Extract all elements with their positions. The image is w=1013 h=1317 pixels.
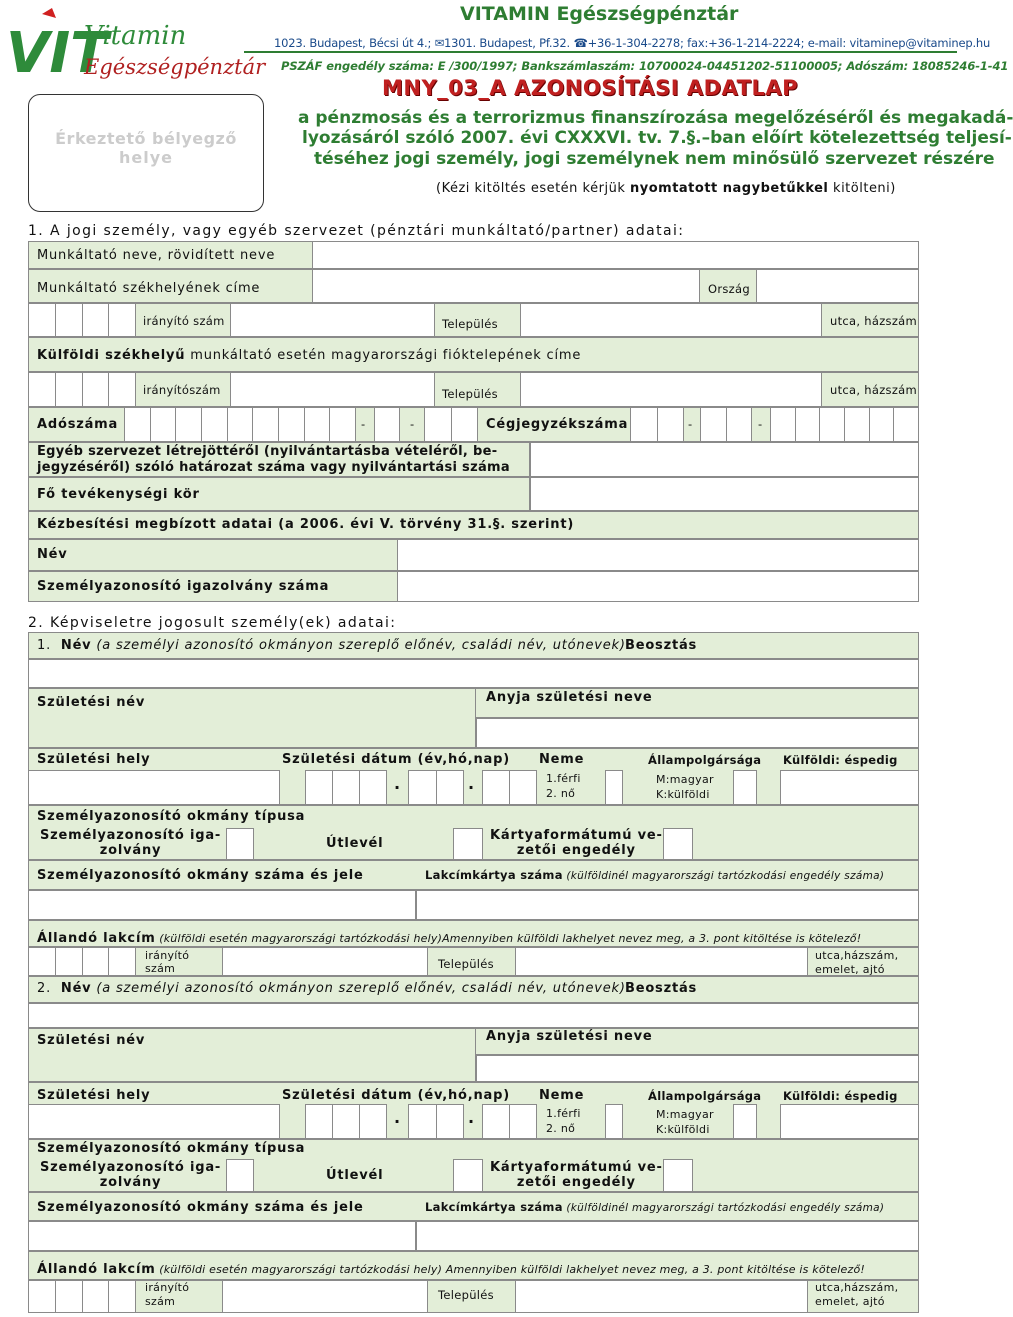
p1-cit-input[interactable]: [733, 770, 757, 805]
p1-perm-zip-l1: irányító: [145, 949, 190, 962]
branch-zip-label: irányítószám: [143, 383, 221, 397]
p2-passport-check[interactable]: [453, 1159, 483, 1192]
p1-license-l1: Kártyaformátumú ve-: [490, 828, 663, 843]
fill-note: [436, 181, 896, 196]
p1-idcard-l2: zolvány: [99, 843, 162, 858]
p2-addr-card-bold: Lakcímkártya száma: [425, 1200, 563, 1214]
p1-license-label: [490, 828, 663, 858]
p1-num: 1.: [37, 638, 52, 653]
p2-idcard-check[interactable]: [226, 1159, 254, 1192]
foreign-hq-label-rest: munkáltató esetén magyarországi fióktelepének címe: [185, 348, 582, 363]
zip-cells[interactable]: [28, 303, 136, 337]
p1-perm-city-label: Település: [438, 957, 494, 971]
p1-idcard-check[interactable]: [226, 828, 254, 860]
company-reg-cells-3[interactable]: [770, 407, 919, 442]
street-label: utca, házszám: [830, 314, 918, 328]
p1-permanent-label: [37, 927, 861, 946]
p2-permanent-label: [37, 1258, 865, 1277]
p1-sex-options: [546, 771, 581, 801]
p2-license-label: [490, 1160, 663, 1190]
p2-mother-input[interactable]: [476, 1055, 919, 1082]
city-label: Település: [442, 317, 498, 331]
subtitle-line3: téséhez jogi személy, jogi személynek nem minősülő szervezet részére: [314, 149, 995, 169]
branch-zip-cells[interactable]: [28, 372, 136, 407]
p1-year-cells[interactable]: [305, 770, 387, 805]
p1-mother-input[interactable]: [476, 718, 919, 748]
stamp-label-2: helye: [118, 148, 173, 167]
p2-name-word: Név: [60, 981, 92, 996]
p1-sex-label: Neme: [539, 752, 585, 767]
other-org-label: [37, 444, 510, 476]
logo-line1: Vitamin: [84, 21, 187, 51]
p1-dot-2: .: [468, 774, 475, 793]
city-input[interactable]: [230, 303, 435, 337]
p1-day-cells[interactable]: [482, 770, 537, 805]
branch-city-label: Település: [442, 387, 498, 401]
employer-name-input[interactable]: [312, 241, 919, 269]
form-title: MNY_03_A AZONOSÍTÁSI ADATLAP: [382, 76, 799, 100]
street-input[interactable]: [520, 303, 822, 337]
main-activity-label: Fő tevékenységi kör: [37, 487, 200, 502]
fill-note-post: kitölteni): [828, 181, 896, 196]
p1-name-word: Név: [60, 638, 92, 653]
p2-perm-zip-l1: irányító: [145, 1281, 190, 1294]
company-reg-cells-1[interactable]: [630, 407, 684, 442]
p1-addr-card-label: [425, 868, 884, 882]
p2-name-hint: (a személyi azonosító okmányon szereplő előnév, családi név, utónevek): [91, 981, 626, 996]
p2-idcard-label: [40, 1160, 221, 1190]
section2-title: 2. Képviseletre jogosult személy(ek) adatai:: [28, 615, 397, 631]
p1-foreign-input[interactable]: [780, 770, 919, 805]
p2-addr-card-hint: (külföldinél magyarországi tartózkodási engedély száma): [562, 1202, 885, 1214]
p2-perm-street-l1: utca,házszám,: [815, 1281, 899, 1294]
p2-perm-city-label: Település: [438, 1288, 494, 1302]
p2-doc-num-label: Személyazonosító okmány száma és jele: [37, 1200, 364, 1215]
p2-sex-label: Neme: [539, 1088, 585, 1103]
delivery-agent-label: Kézbesítési megbízott adatai (a 2006. évi V. törvény 31.§. szerint): [37, 517, 575, 532]
logo-line2: Egészségpénztár: [84, 55, 266, 79]
tax-number-label: Adószáma: [37, 417, 119, 432]
branch-street-input[interactable]: [520, 372, 822, 407]
p1-doc-type-label: Személyazonosító okmány típusa: [37, 809, 306, 824]
tax-number-check[interactable]: [374, 407, 400, 442]
p2-year-cells[interactable]: [305, 1104, 387, 1139]
p2-dot-2: .: [468, 1108, 475, 1127]
tax-number-cells[interactable]: [124, 407, 356, 442]
p2-license-l1: Kártyaformátumú ve-: [490, 1160, 663, 1175]
p1-name-hint: (a személyi azonosító okmányon szereplő előnév, családi név, utónevek): [91, 638, 626, 653]
p1-passport-check[interactable]: [453, 828, 483, 860]
p2-name-input[interactable]: [28, 1003, 919, 1028]
p1-license-check[interactable]: [663, 828, 693, 860]
p2-sex-opt2: 2. nő: [546, 1122, 576, 1135]
p1-cit-options: [656, 772, 714, 802]
p1-position-label: Beosztás: [625, 638, 698, 653]
p1-idcard-label: [40, 828, 221, 858]
country-label: Ország: [708, 282, 750, 296]
p2-sex-opt1: 1.férfi: [546, 1107, 581, 1120]
p2-cit-input[interactable]: [733, 1104, 757, 1139]
p1-permanent-bold: Állandó lakcím: [37, 931, 156, 946]
p1-addr-card-bold: Lakcímkártya száma: [425, 868, 563, 882]
p1-doc-num-label: Személyazonosító okmány száma és jele: [37, 868, 364, 883]
p1-license-l2: zetői engedély: [516, 843, 636, 858]
p2-license-l2: zetői engedély: [516, 1175, 636, 1190]
p1-perm-street-input[interactable]: [515, 947, 808, 976]
tax-dash-2: -: [410, 417, 415, 431]
fill-note-pre: (Kézi kitöltés esetén kérjük: [436, 181, 630, 196]
company-dash-1: -: [688, 417, 693, 431]
p1-perm-city-input[interactable]: [222, 947, 428, 976]
p2-dot-1: .: [394, 1108, 401, 1127]
p1-month-cells[interactable]: [408, 770, 464, 805]
p2-birthdate-label: Születési dátum (év,hó,nap): [282, 1088, 510, 1103]
p2-cit-opt2: K:külföldi: [656, 1123, 710, 1136]
p1-perm-zip-cells[interactable]: [28, 947, 136, 976]
p2-doc-type-label: Személyazonosító okmány típusa: [37, 1141, 306, 1156]
tax-dash-1: -: [361, 417, 366, 431]
p1-addr-card-input[interactable]: [416, 890, 919, 920]
other-org-label-1: Egyéb szervezet létrejöttéről (nyilvántartásba vételéről, be-: [37, 444, 498, 459]
stamp-box[interactable]: [28, 94, 264, 212]
p2-perm-zip-cells[interactable]: [28, 1280, 136, 1313]
zip-label: irányító szám: [143, 314, 225, 328]
subtitle-line1: a pénzmosás és a terrorizmus finanszírozása megelőzéséről és megakadá-: [298, 108, 1013, 128]
p1-doc-num-input[interactable]: [28, 890, 416, 920]
foreign-hq-label-bold: Külföldi székhelyű: [37, 348, 186, 363]
org-title: VITAMIN Egészségpénztár: [460, 3, 739, 25]
section1-title: 1. A jogi személy, vagy egyéb szervezet (pénztári munkáltató/partner) adatai:: [28, 223, 685, 239]
org-address: 1023. Budapest, Bécsi út 4.; ✉1301. Budapest, Pf.32. ☎+36-1-304-2278; fax:+36-1-214-2224; e-mail: vitaminep@vitaminep.hu: [274, 36, 991, 50]
stamp-label-1: Érkeztető bélyegző: [55, 129, 237, 148]
p2-citizenship-label: Állampolgársága: [648, 1089, 762, 1103]
p1-perm-street-l1: utca,házszám,: [815, 949, 899, 962]
other-org-input[interactable]: [530, 442, 919, 477]
leaf-icon: [42, 8, 56, 18]
employer-address-label: Munkáltató székhelyének címe: [37, 281, 261, 296]
p2-doc-num-input[interactable]: [28, 1221, 416, 1251]
p2-license-check[interactable]: [663, 1159, 693, 1192]
p2-perm-city-input[interactable]: [222, 1280, 428, 1313]
p1-addr-card-hint: (külföldinél magyarországi tartózkodási engedély száma): [562, 870, 885, 882]
p1-idcard-l1: Személyazonosító iga-: [40, 828, 222, 843]
main-activity-input[interactable]: [530, 477, 919, 511]
company-reg-label: Cégjegyzékszáma: [486, 417, 629, 432]
p1-perm-street-l2: emelet, ajtó: [815, 963, 885, 976]
p2-name-label: [37, 981, 626, 996]
p1-foreign-label: Külföldi: éspedig: [783, 753, 898, 767]
p1-birthplace-label: Születési hely: [37, 752, 151, 767]
header-rule: [244, 51, 957, 53]
p2-passport-label: Útlevél: [326, 1168, 384, 1183]
branch-city-input[interactable]: [230, 372, 435, 407]
p2-addr-card-input[interactable]: [416, 1221, 919, 1251]
p2-permanent-bold: Állandó lakcím: [37, 1262, 156, 1277]
logo-short: VIT: [6, 21, 109, 86]
p1-mother-label: Anyja születési neve: [486, 690, 653, 705]
p2-month-cells[interactable]: [408, 1104, 464, 1139]
p1-cit-opt2: K:külföldi: [656, 788, 710, 801]
p1-passport-label: Útlevél: [326, 836, 384, 851]
p2-birthplace-label: Születési hely: [37, 1088, 151, 1103]
country-input[interactable]: [756, 269, 919, 303]
p1-perm-zip-label: [145, 949, 189, 975]
p2-cit-opt1: M:magyar: [656, 1108, 714, 1121]
fill-note-bold: nyomtatott nagybetűkkel: [629, 181, 829, 196]
agent-name-label: Név: [37, 547, 68, 562]
p1-permanent-hint: (külföldi esetén magyarországi tartózkodási hely)Amennyiben külföldi lakhelyet nevez meg, a 3. pont kitöltése is kötelező!: [155, 932, 862, 945]
p2-permanent-hint: (külföldi esetén magyarországi tartózkodási hely) Amennyiben külföldi lakhelyet nevez meg, a 3. pont kitöltése is kötelező!: [155, 1263, 866, 1276]
p1-perm-zip-l2: szám: [145, 962, 176, 975]
vit-logo-icon: [4, 8, 266, 88]
branch-street-label: utca, házszám: [830, 383, 918, 397]
employer-address-input[interactable]: [312, 269, 700, 303]
p1-dot-1: .: [394, 774, 401, 793]
p2-cit-options: [656, 1107, 714, 1137]
p2-mother-label: Anyja születési neve: [486, 1029, 653, 1044]
p1-birthdate-label: Születési dátum (év,hó,nap): [282, 752, 510, 767]
agent-name-input[interactable]: [397, 539, 919, 571]
p2-idcard-l2: zolvány: [99, 1175, 162, 1190]
p2-position-label: Beosztás: [625, 981, 698, 996]
p2-birthname-label: Születési név: [37, 1033, 146, 1048]
p2-perm-street-label: [815, 1281, 898, 1309]
p1-perm-street-label: [815, 949, 898, 977]
p2-perm-street-input[interactable]: [515, 1280, 808, 1313]
employer-name-label: Munkáltató neve, rövidített neve: [37, 248, 276, 263]
p2-perm-zip-l2: szám: [145, 1295, 176, 1308]
subtitle-line2: lyozásáról szóló 2007. évi CXXXVI. tv. 7.§.–ban előírt kötelezettség teljesí-: [302, 128, 1012, 148]
p2-day-cells[interactable]: [482, 1104, 537, 1139]
other-org-label-2: jegyzéséről) szóló határozat száma vagy nyilvántartási száma: [37, 460, 510, 475]
p1-citizenship-label: Állampolgársága: [648, 753, 762, 767]
p2-num: 2.: [37, 981, 52, 996]
p2-addr-card-label: [425, 1200, 884, 1214]
p1-sex-opt2: 2. nő: [546, 787, 576, 800]
agent-id-label: Személyazonosító igazolvány száma: [37, 579, 330, 594]
foreign-hq-label: [37, 348, 581, 363]
agent-id-input[interactable]: [397, 571, 919, 602]
p1-birthname-label: Születési név: [37, 695, 146, 710]
tax-number-area[interactable]: [424, 407, 478, 442]
company-dash-2: -: [758, 417, 763, 431]
p1-name-input[interactable]: [28, 659, 919, 688]
p1-name-label: [37, 638, 626, 653]
p2-foreign-label: Külföldi: éspedig: [783, 1089, 898, 1103]
p2-birthplace-input[interactable]: [28, 1104, 280, 1139]
p1-sex-opt1: 1.férfi: [546, 772, 581, 785]
org-registry: PSZÁF engedély száma: E /300/1997; Bankszámlaszám: 10700024-04451202-51100005; Adószám: 18085246-1-41: [281, 59, 1009, 73]
p1-sex-input[interactable]: [605, 770, 623, 805]
p2-foreign-input[interactable]: [780, 1104, 919, 1139]
p2-sex-input[interactable]: [605, 1104, 623, 1139]
company-reg-cells-2[interactable]: [700, 407, 752, 442]
p2-sex-options: [546, 1106, 581, 1136]
logo: [4, 8, 266, 88]
p2-idcard-l1: Személyazonosító iga-: [40, 1160, 222, 1175]
p2-perm-zip-label: [145, 1281, 189, 1309]
p1-cit-opt1: M:magyar: [656, 773, 714, 786]
p1-birthplace-input[interactable]: [28, 770, 280, 805]
p2-perm-street-l2: emelet, ajtó: [815, 1295, 885, 1308]
